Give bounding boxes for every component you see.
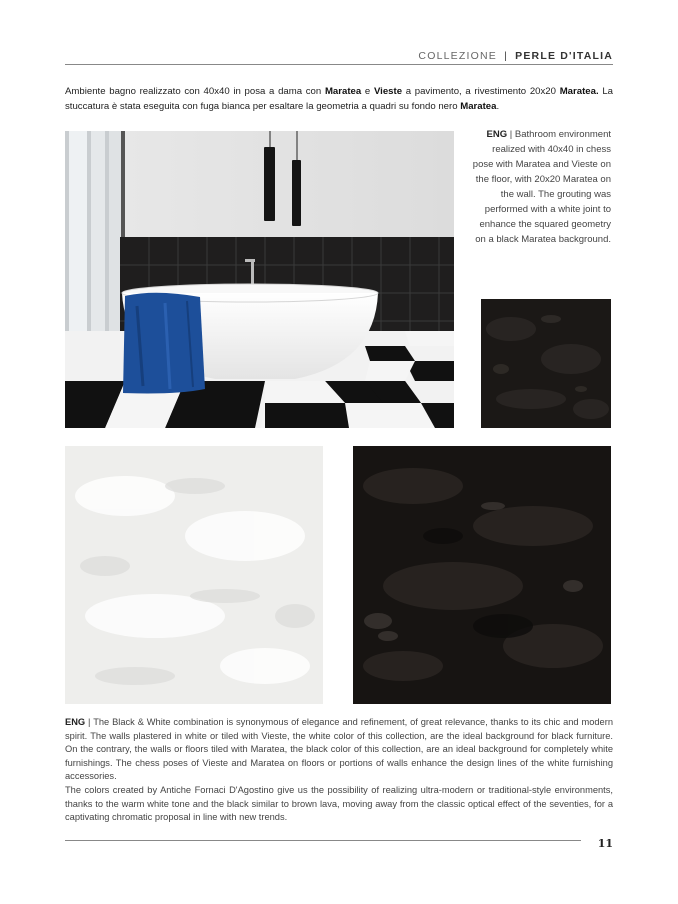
intro-text: La stuccatura è stata eseguita con fuga bianca per esaltare la geometria a quadri su fondo nero: [65, 86, 613, 112]
intro-paragraph-it: [65, 84, 613, 114]
eng-description: [65, 716, 613, 825]
intro-text: a pavimento, a rivestimento 20x20: [402, 86, 560, 97]
intro-highlight: Maratea.: [559, 86, 599, 97]
maratea-tile-sample: [353, 446, 611, 704]
eng-caption-side: [470, 127, 611, 247]
eng-separator: |: [88, 717, 91, 727]
intro-highlight: Vieste: [373, 86, 403, 97]
eng-paragraph-1-text: The Black & White combination is synonymous of elegance and refinement, of great relevance, thanks to its chic and modern spirit. The walls plastered in white or tiled with Vieste, the white color of this collection, are the ideal background for black furniture. On the contrary, the walls or floors tiled with Maratea, the black color of this collection, are an ideal background for completely white furnishings. The chess poses of Vieste and Maratea on floors or portions of walls enhance the design lines of the white furnishing accessories.: [65, 717, 613, 782]
eng-paragraph-2: The colors created by Antiche Fornaci D'Agostino give us the possibility of realizing ultra-modern or traditional-style environments, thanks to the warm white tone and the black similar to brown lava, moving away from the classic optical effect of the seventies, for a captivating chromatic proposal in line with new trends.: [65, 784, 613, 823]
intro-text: .: [496, 101, 500, 112]
vieste-tile-sample: [65, 446, 323, 704]
collection-header: [65, 50, 613, 62]
intro-text: e: [361, 86, 374, 97]
intro-highlight: Maratea: [460, 101, 497, 112]
eng-paragraph-1: [65, 716, 613, 784]
eng-label: ENG: [486, 129, 508, 140]
collection-name: PERLE D'ITALIA: [515, 50, 613, 62]
collection-label: COLLEZIONE: [418, 50, 497, 62]
header-separator: |: [504, 50, 509, 62]
eng-separator: |: [509, 129, 513, 140]
eng-label: ENG: [65, 717, 86, 727]
intro-text: Ambiente bagno realizzato con 40x40 in posa a dama con: [65, 86, 325, 97]
footer-divider: [65, 840, 581, 841]
eng-side-text: Bathroom environment realized with 40x40 in chess pose with Maratea and Vieste on the floor, with 20x20 Maratea on the wall. The grouting was performed with a white joint to enhance the squared geometry on a black Maratea background.: [472, 129, 611, 245]
intro-highlight: Maratea: [324, 86, 362, 97]
maratea-tile-sample-small: [481, 299, 611, 428]
bathroom-photo: [65, 131, 454, 428]
header-divider: [65, 64, 613, 65]
page-number: 11: [597, 837, 613, 850]
